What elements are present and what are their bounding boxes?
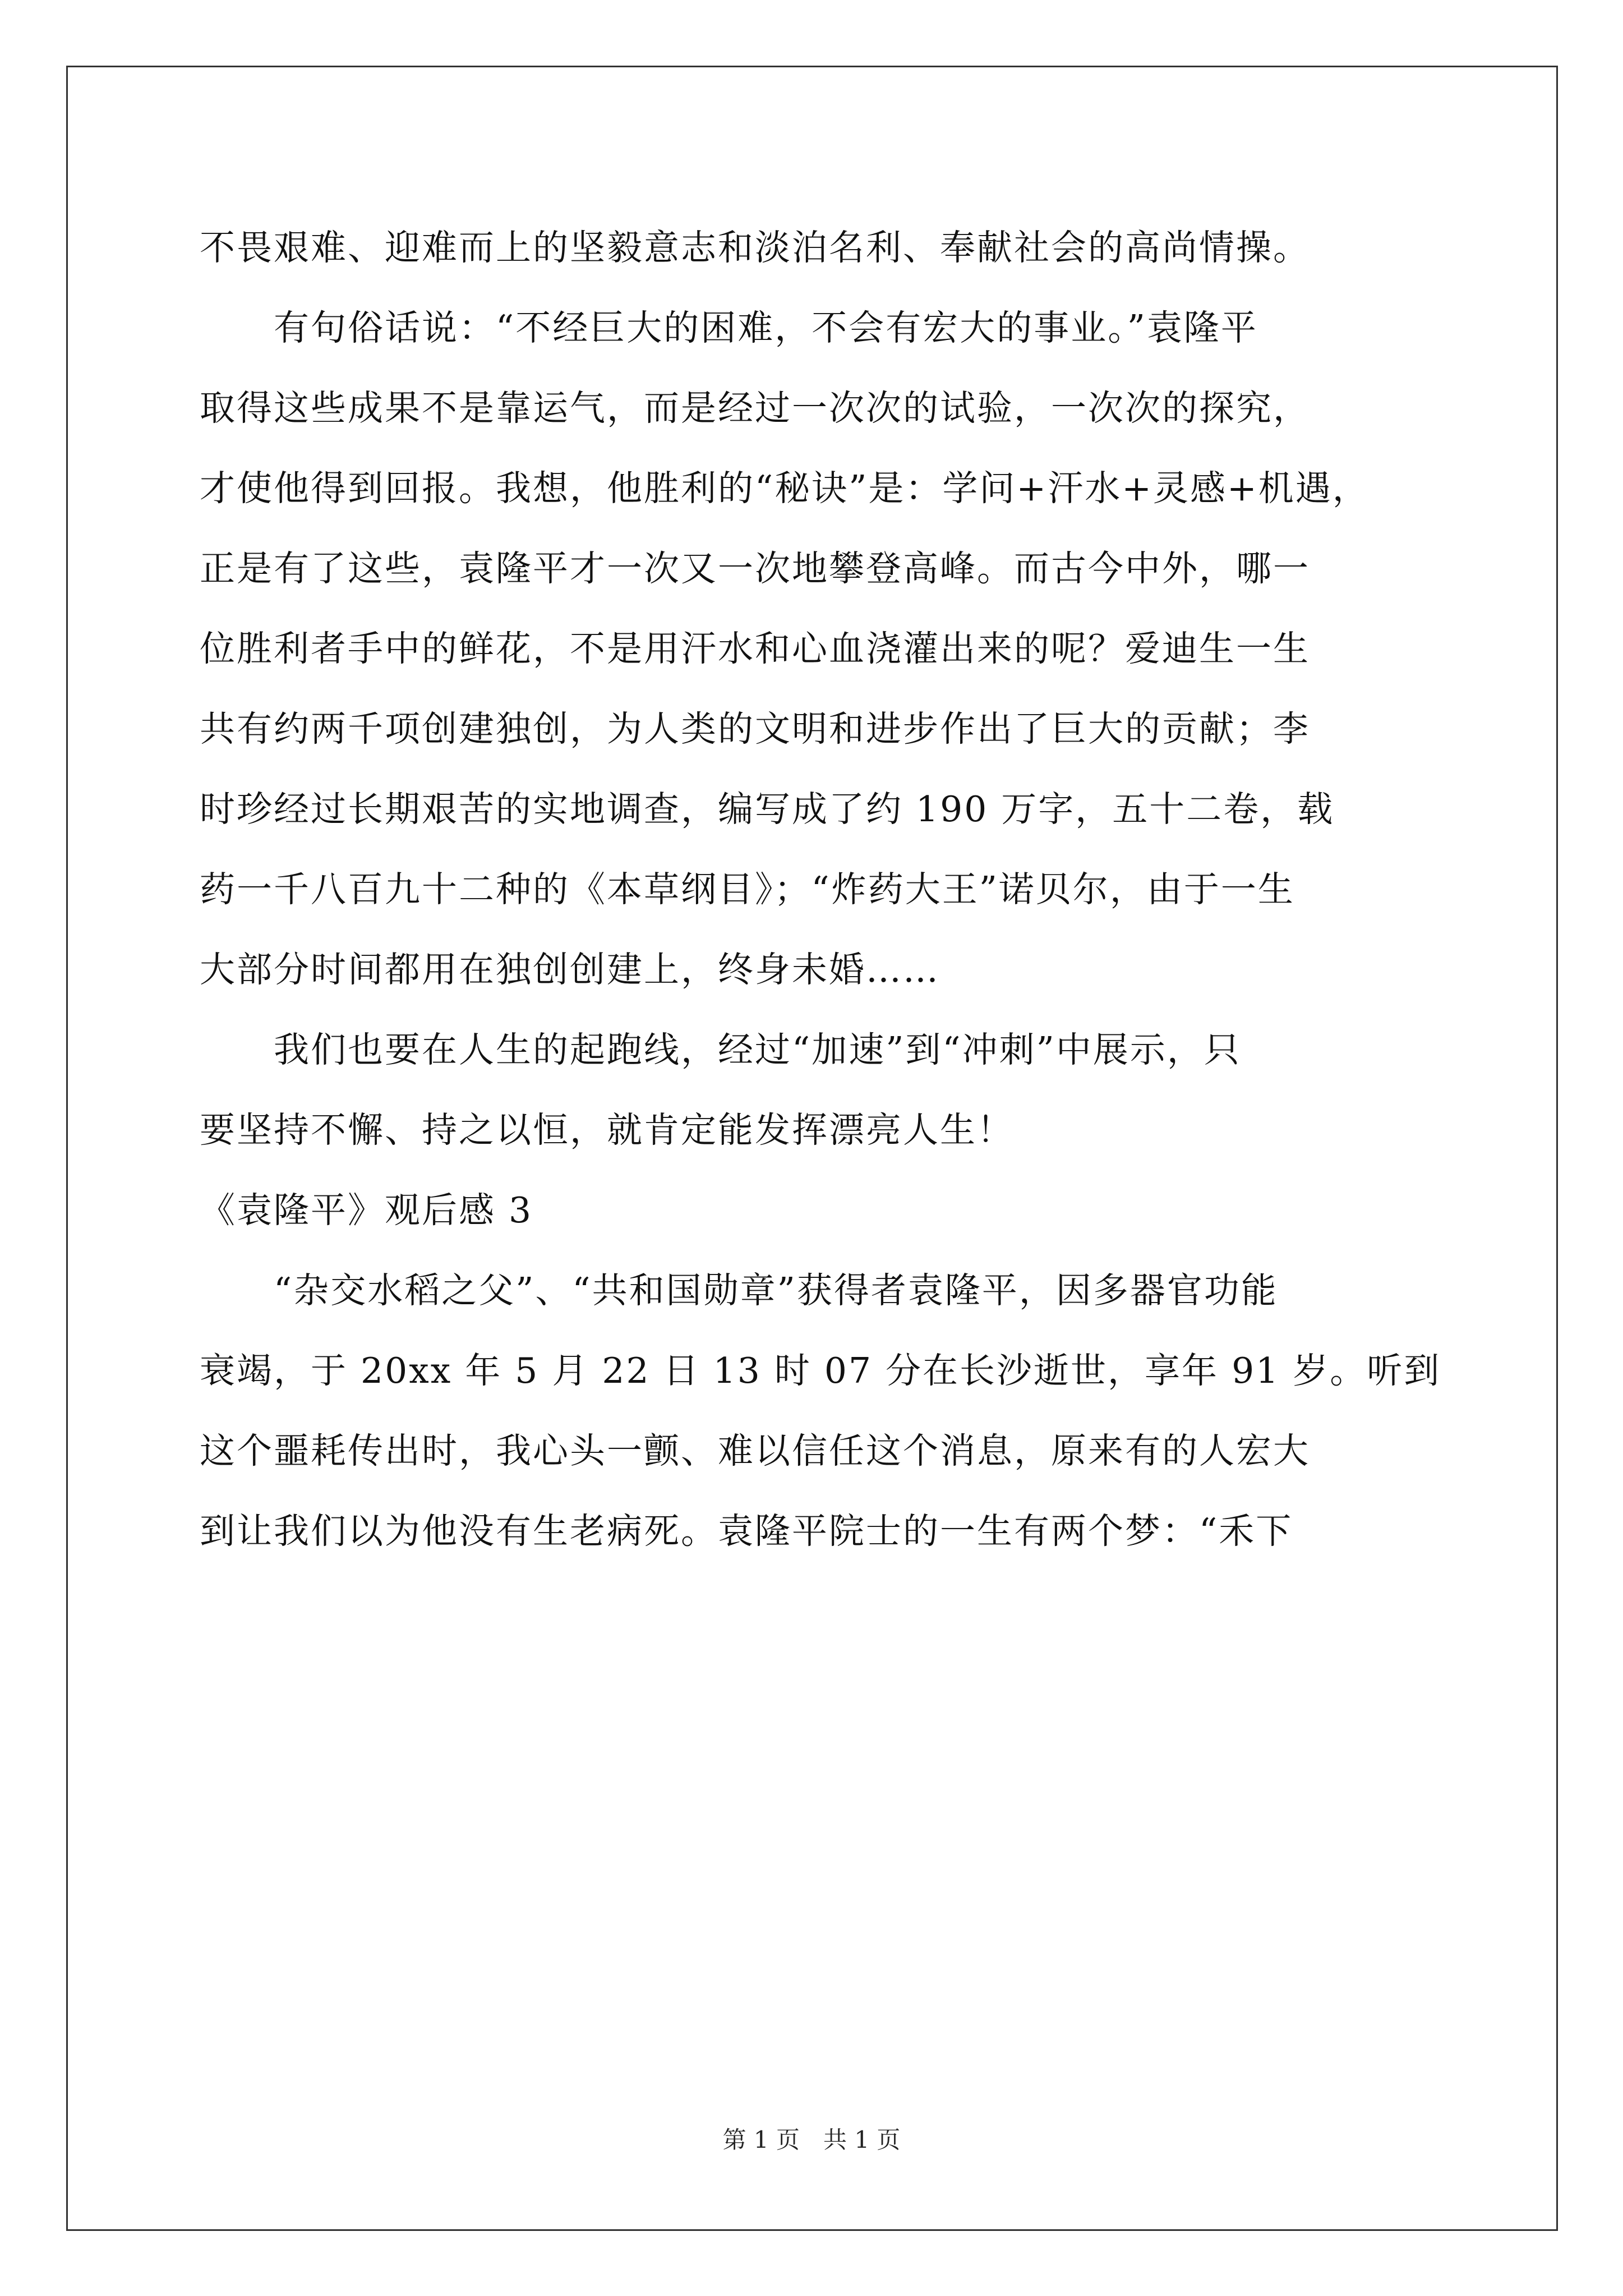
- text-line: 共有约两千项创建独创，为人类的文明和进步作出了巨大的贡献；李: [200, 708, 1310, 749]
- text-line: 到让我们以为他没有生老病死。袁隆平院士的一生有两个梦：“禾下: [200, 1511, 1293, 1552]
- text-line: 我们也要在人生的起跑线，经过“加速”到“冲刺”中展示，只: [200, 1029, 1241, 1070]
- page-footer: [0, 2126, 1623, 2154]
- text-line: 位胜利者手中的鲜花，不是用汗水和心血浇灌出来的呢？爱迪生一生: [200, 628, 1310, 669]
- text-line: 衰竭，于 20xx 年 5 月 22 日 13 时 07 分在长沙逝世，享年 91 岁。听到: [200, 1350, 1441, 1391]
- document-body: [200, 208, 1441, 1571]
- section-heading: 《袁隆平》观后感 3: [200, 1190, 533, 1231]
- text-line: 大部分时间都用在独创创建上，终身未婚……: [200, 949, 940, 990]
- text-line: 不畏艰难、迎难而上的坚毅意志和淡泊名利、奉献社会的高尚情操。: [200, 227, 1310, 268]
- text-line: “杂交水稻之父”、“共和国勋章”获得者袁隆平，因多器官功能: [200, 1270, 1278, 1311]
- text-line: 才使他得到回报。我想，他胜利的“秘诀”是：学问+汗水+灵感+机遇，: [200, 468, 1370, 509]
- text-line: 这个噩耗传出时，我心头一颤、难以信任这个消息，原来有的人宏大: [200, 1430, 1310, 1471]
- page-number: 第 1 页 共 1 页: [722, 2126, 901, 2154]
- text-line: 有句俗话说：“不经巨大的困难，不会有宏大的事业。”袁隆平: [200, 307, 1258, 348]
- text-line: 正是有了这些，袁隆平才一次又一次地攀登高峰。而古今中外，哪一: [200, 548, 1310, 589]
- text-line: 要坚持不懈、持之以恒，就肯定能发挥漂亮人生！: [200, 1110, 1014, 1151]
- text-line: 取得这些成果不是靠运气，而是经过一次次的试验，一次次的探究，: [200, 388, 1310, 429]
- text-line: 时珍经过长期艰苦的实地调查，编写成了约 190 万字，五十二卷，载: [200, 789, 1335, 830]
- text-line: 药一千八百九十二种的《本草纲目》；“炸药大王”诺贝尔，由于一生: [200, 869, 1295, 910]
